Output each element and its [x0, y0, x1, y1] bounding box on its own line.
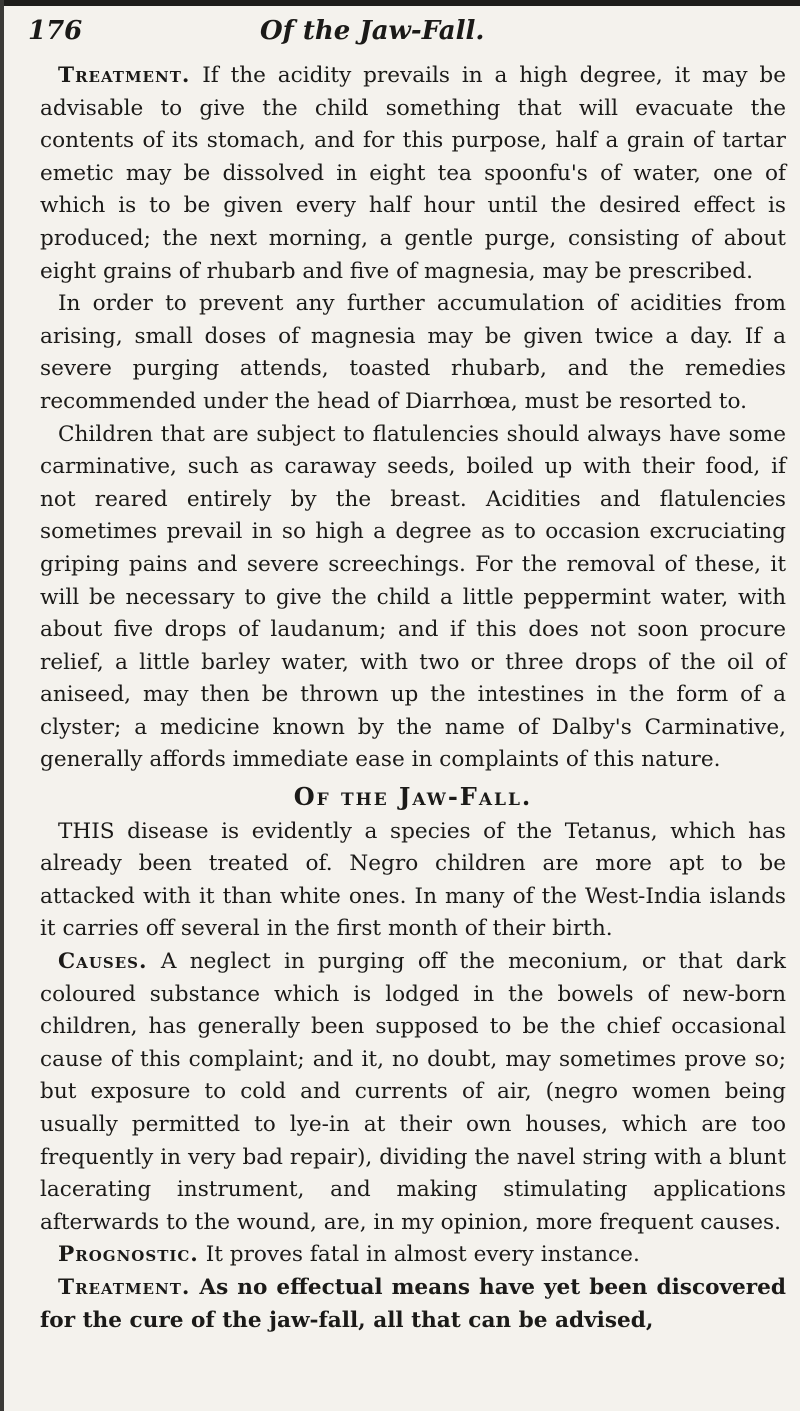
section-heading: Of the Jaw-Fall. [293, 782, 533, 812]
paragraph-text: If the acidity prevails in a high degree, it may be advisable to give the child something that will evacuate the contents of its stomach, and for this purpose, half a grain of tartar emetic may be dissolved in eight tea spoonfu's of water, one of which is to be given every half hour until the desired effect is produced; the next morning, a gentle purge, consisting of about eight grains of rhubarb and five of magnesia, may be prescribed. [40, 63, 786, 284]
paragraph-acidities [40, 288, 786, 418]
paragraph-text: THIS disease is evidently a species of the Tetanus, which has already been treated of. Negro children are more apt to be attacked with it than white ones. In many of the West-India islands it carries off several in the first month of their birth. [40, 818, 786, 942]
paragraph-text: Children that are subject to flatulencies should always have some carminative, such as caraway seeds, boiled up with their food, if not reared entirely by the breast. Acidities and flatulencies sometimes prevail in so high a degree as to occasion excruciating griping pains and severe screechings. For the removal of these, it will be necessary to give the child a little peppermint water, with about five drops of laudanum; and if this does not soon procure relief, a little barley water, with two or three drops of the oil of aniseed, may then be thrown up the intestines in the form of a clyster; a medicine known by the name of Dalby's Carminative, generally affords immediate ease in complaints of this nature. [40, 421, 786, 773]
paragraph-flatulencies [40, 419, 786, 778]
paragraph-prognostic [40, 1239, 786, 1272]
page-top-border [0, 0, 800, 6]
paragraph-text: A neglect in purging off the meconium, or that dark coloured substance which is lodged in the bowels of new-born children, has generally been supposed to be the chief occasional cause of this complaint; and it, no doubt, may sometimes prove so; but exposure to cold and currents of air, (negro women being usually permitted to lye-in at their own houses, which are too frequently in very bad repair), dividing the navel string with a blunt lacerating instrument, and making stimulating applications afterwards to the wound, are, in my opinion, more frequent causes. [40, 949, 786, 1235]
paragraph-intro [40, 816, 786, 946]
paragraph-treatment-jawfall [40, 1272, 786, 1337]
paragraph-treatment [40, 60, 786, 288]
paragraph-lead: Prognostic. [58, 1242, 199, 1268]
page-number: 176 [28, 16, 83, 46]
paragraph-causes [40, 946, 786, 1239]
page-header [28, 14, 788, 54]
paragraph-text: It proves fatal in almost every instance. [198, 1242, 640, 1268]
body-text [40, 60, 786, 1337]
paragraph-text: In order to prevent any further accumulation of acidities from arising, small doses of magnesia may be given twice a day. If a severe purging attends, toasted rhubarb, and the remedies recommended under the head of Diarrhœa, must be resorted to. [40, 291, 786, 414]
paragraph-lead: Treatment. [58, 1274, 191, 1300]
paragraph-text: As no effectual means have yet been discovered for the cure of the jaw-fall, all that can be advised, [40, 1274, 786, 1333]
running-head: Of the Jaw-Fall. [260, 16, 485, 46]
paragraph-lead: Treatment. [58, 63, 191, 88]
page-left-border [0, 0, 4, 1411]
paragraph-lead: Causes. [58, 949, 148, 975]
